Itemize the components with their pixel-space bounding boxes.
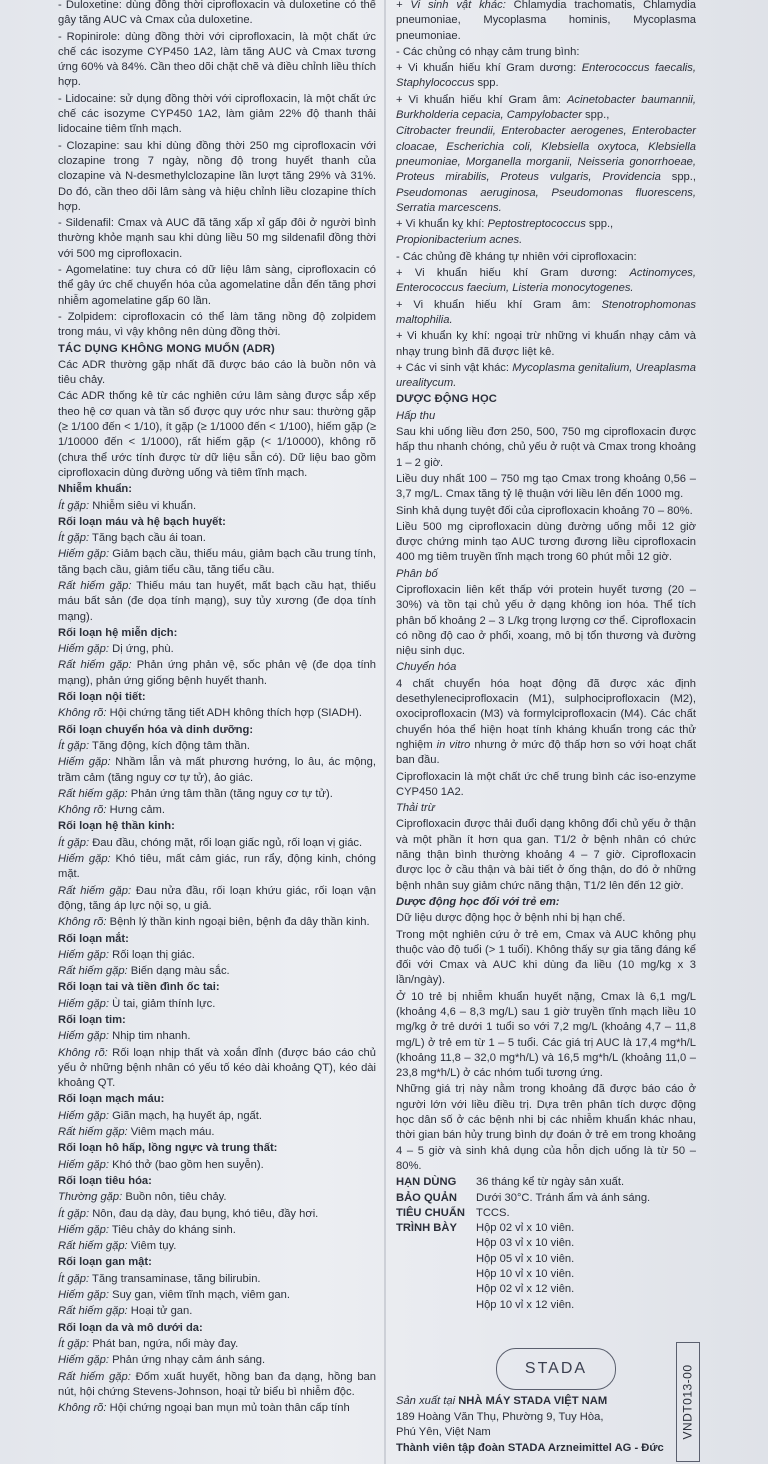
organism-group: 4 chất chuyển hóa hoạt động đã được xác định desethyleneciprofloxacin (M1), sulphociprofloxacin (M2), oxociprofloxacin (M3) và formylciprofloxacin (M4). Các chất chuyển hóa thể hiện hoạt tính kháng khuẩn trong các thử nghiệm bbox=[396, 677, 696, 751]
subsection-heading: Rối loạn nội tiết: bbox=[58, 691, 146, 704]
italic-text: Propionibacterium acnes. bbox=[396, 234, 523, 247]
frequency-label: Không rõ: bbox=[58, 1046, 108, 1059]
organism-suffix: spp., bbox=[660, 171, 696, 184]
organism-line bbox=[396, 361, 696, 392]
frequency-label: Không rõ: bbox=[58, 1402, 107, 1415]
organism-line bbox=[396, 124, 696, 216]
frequency-text: Tăng động, kích động tâm thần. bbox=[89, 739, 250, 752]
italic-text: Phân bố bbox=[396, 567, 438, 580]
frequency-line bbox=[58, 739, 376, 754]
organism-line bbox=[396, 93, 696, 124]
subsection-heading: Rối loạn hô hấp, lồng ngực và trung thất: bbox=[58, 1142, 278, 1155]
frequency-text: Phát ban, ngứa, nổi mày đay. bbox=[89, 1337, 239, 1350]
spec-value: Hộp 02 vỉ x 10 viên. bbox=[476, 1222, 575, 1235]
frequency-label: Rất hiếm gặp: bbox=[58, 1370, 131, 1383]
frequency-line bbox=[58, 1029, 376, 1044]
frequency-line bbox=[58, 948, 376, 963]
paragraph: Ciprofloxacin là một chất ức chế trung bình các iso-enzyme CYP450 1A2. bbox=[396, 770, 696, 798]
fold-line bbox=[384, 0, 386, 1464]
spec-label: TIÊU CHUẨN bbox=[396, 1206, 465, 1219]
frequency-line bbox=[58, 1223, 376, 1238]
frequency-text: Phản ứng nhạy cảm ánh sáng. bbox=[109, 1354, 266, 1367]
frequency-label: Ít gặp: bbox=[58, 739, 90, 752]
product-specs bbox=[396, 1175, 696, 1236]
subsection-heading: Rối loạn mắt: bbox=[58, 932, 129, 945]
organism-suffix: nhưng ở mức độ thấp hơn so với hoạt chất ban đầu. bbox=[396, 738, 696, 767]
frequency-line bbox=[58, 1337, 376, 1352]
frequency-text: Nhịp tim nhanh. bbox=[109, 1030, 191, 1043]
frequency-label: Hiếm gặp: bbox=[58, 948, 109, 961]
frequency-label: Rất hiếm gặp: bbox=[58, 884, 132, 897]
frequency-text: Biến dạng màu sắc. bbox=[127, 965, 230, 978]
frequency-line bbox=[58, 1109, 376, 1124]
paragraph: Liều duy nhất 100 – 750 mg tạo Cmax trong khoảng 0,56 – 3,7 mg/L. Cmax tăng tỷ lệ thuận với liều lên đến 1000 mg. bbox=[396, 472, 696, 501]
frequency-line bbox=[58, 547, 376, 578]
subsection-heading: Rối loạn tim: bbox=[58, 1014, 126, 1026]
italic-text: Chuyển hóa bbox=[396, 661, 457, 674]
bold-italic-heading: Dược động học đối với trẻ em: bbox=[396, 895, 560, 908]
frequency-text: Ù tai, giảm thính lực. bbox=[109, 997, 216, 1010]
paragraph: - Lidocaine: sử dụng đồng thời với ciprofloxacin, là một chất ức chế các isozyme CYP450 1A2, làm giảm 22% độ thanh thải lidocaine tiêm tĩnh mạch. bbox=[58, 92, 376, 136]
document-code bbox=[676, 1342, 700, 1462]
paragraph: - Agomelatine: tuy chưa có dữ liệu lâm sàng, ciprofloxacin có thể gây ức chế chuyển hóa của agomelatine dẫn đến tăng phơi nhiễm agomelatine gấp 60 lần. bbox=[58, 264, 376, 307]
organism-line bbox=[396, 61, 696, 92]
frequency-line bbox=[58, 803, 376, 818]
paragraph: - Sildenafil: Cmax và AUC đã tăng xấp xỉ gấp đôi ở người bình thường khỏe mạnh sau khi dùng liều 50 mg sildenafil đồng thời với 500 mg ciprofloxacin. bbox=[58, 217, 376, 260]
frequency-line bbox=[58, 531, 376, 546]
organism-names: Pseudomonas aeruginosa, Pseudomonas fluorescens, Serratia marcescens. bbox=[396, 186, 696, 214]
frequency-label: Hiếm gặp: bbox=[58, 997, 109, 1010]
frequency-line bbox=[58, 1353, 376, 1368]
frequency-line bbox=[396, 0, 696, 44]
frequency-line bbox=[58, 964, 376, 979]
frequency-line bbox=[58, 1046, 376, 1092]
paragraph: - Các chủng có nhạy cảm trung bình: bbox=[396, 45, 580, 58]
paragraph: Sinh khả dụng tuyệt đối của ciprofloxacin khoảng 70 – 80%. bbox=[396, 504, 693, 517]
frequency-line bbox=[58, 852, 376, 883]
frequency-text: Hưng cảm. bbox=[106, 804, 165, 817]
pack-size: Hộp 03 vỉ x 10 viên. bbox=[476, 1237, 575, 1250]
frequency-text: Đau nửa đầu, rối loạn khứu giác, rối loạn vận động, tăng áp lực nội sọ, u giả. bbox=[58, 884, 376, 912]
frequency-line bbox=[58, 1239, 376, 1254]
subsection-heading: Nhiễm khuẩn: bbox=[58, 483, 132, 496]
organism-names: Stenotrophomonas maltophilia. bbox=[396, 298, 696, 326]
organism-line bbox=[396, 266, 696, 297]
paragraph: - Zolpidem: ciprofloxacin có thể làm tăng nồng độ zolpidem trong máu, vì vậy không nên dùng đồng thời. bbox=[58, 310, 376, 339]
mfr-address-2: Phú Yên, Việt Nam bbox=[396, 1426, 491, 1439]
frequency-line bbox=[58, 1304, 376, 1319]
mfr-name: NHÀ MÁY STADA VIỆT NAM bbox=[458, 1395, 608, 1407]
frequency-label: Hiếm gặp: bbox=[58, 1109, 109, 1122]
frequency-text: Nôn, đau dạ dày, đau bụng, khó tiêu, đầy hơi. bbox=[89, 1207, 319, 1220]
subsection-heading: Rối loạn hệ miễn dịch: bbox=[58, 626, 178, 639]
frequency-label: Hiếm gặp: bbox=[58, 756, 111, 769]
frequency-text: Đau đầu, chóng mặt, rối loạn giấc ngủ, rối loạn vị giác. bbox=[89, 836, 363, 849]
frequency-text: Giãn mạch, hạ huyết áp, ngất. bbox=[109, 1109, 262, 1122]
frequency-label: + Vi sinh vật khác: bbox=[396, 0, 506, 11]
frequency-label: Rất hiếm gặp: bbox=[58, 1240, 128, 1253]
frequency-label: Ít gặp: bbox=[58, 1207, 90, 1220]
section-heading: DƯỢC ĐỘNG HỌC bbox=[396, 393, 497, 406]
organism-suffix: spp., bbox=[585, 218, 614, 231]
paragraph: Liều 500 mg ciprofloxacin dùng đường uống mỗi 12 giờ được chứng minh tạo AUC tương đương liều ciprofloxacin 400 mg tiêm truyền tĩnh mạch trong 60 phút mỗi 12 giờ. bbox=[396, 520, 696, 564]
spec-row bbox=[396, 1191, 696, 1206]
spec-value: TCCS. bbox=[476, 1206, 510, 1219]
frequency-label: Hiếm gặp: bbox=[58, 1030, 109, 1043]
manufacturer-block bbox=[396, 1394, 696, 1456]
frequency-text: Tiêu chảy do kháng sinh. bbox=[109, 1223, 236, 1236]
frequency-label: Hiếm gặp: bbox=[58, 1354, 109, 1367]
paragraph: Ciprofloxacin liên kết thấp với protein huyết tương (20 – 30%) và tồn tại chủ yếu ở dạng không ion hóa. Thể tích phân bố khoảng 2 – 3 L/kg trọng lượng cơ thể. Ciprofloxacin có nồng độ cao ở phổi, xoang, mô bị tổn thương và đường niệu sinh dục. bbox=[396, 583, 696, 658]
frequency-line bbox=[58, 1272, 376, 1287]
frequency-line bbox=[58, 884, 376, 915]
pack-size: Hộp 02 vỉ x 12 viên. bbox=[476, 1283, 575, 1296]
frequency-label: Rất hiếm gặp: bbox=[58, 659, 132, 672]
organism-line bbox=[396, 677, 696, 769]
organism-group: + Vi khuẩn hiếu khí Gram âm: bbox=[396, 298, 602, 311]
frequency-line bbox=[58, 706, 376, 721]
logo-text: STADA bbox=[524, 1360, 588, 1377]
spec-value: Dưới 30°C. Tránh ẩm và ánh sáng. bbox=[476, 1191, 651, 1204]
organism-names: Citrobacter freundii, Enterobacter aerogenes, Enterobacter cloacae, Escherichia coli, Klebsiella oxytoca, Klebsiella pneumoniae, Morganella morganii, Neisseria gonorrhoeae, Proteus mirabilis, Proteus vulgaris, Providencia bbox=[396, 125, 696, 184]
frequency-text: Nhiễm siêu vi khuẩn. bbox=[89, 499, 197, 512]
organism-line bbox=[396, 217, 696, 232]
frequency-label: Rất hiếm gặp: bbox=[58, 965, 128, 978]
spec-label: TRÌNH BÀY bbox=[396, 1222, 457, 1235]
paragraph: Ciprofloxacin được thải đuổi dạng không đổi chủ yếu ở thận và một phần ít hơn qua gan. T1/2 ở bệnh nhân có chức năng thận bình thường khoảng 4 – 7 giờ. Ciprofloxacin được lọc ở cầu thận và bài tiết ở ống thận, do đó ở những bệnh nhân suy giảm chức năng thận, T1/2 lên đến 12 giờ. bbox=[396, 818, 696, 892]
frequency-label: Hiếm gặp: bbox=[58, 548, 110, 561]
paragraph: Các ADR thường gặp nhất đã được báo cáo là buồn nôn và tiêu chảy. bbox=[58, 358, 376, 387]
frequency-line bbox=[58, 915, 376, 930]
paragraph: Những giá trị này nằm trong khoảng đã được báo cáo ở người lớn với liều điều trị. Dựa trên phân tích dược động học dân số ở các bệnh nhi bị các nhiễm khuẩn khác nhau, thời gian bán hủy trung bình dự đoán ở trẻ em trong khoảng 4 – 5 giờ và sinh khả dụng của hỗn dịch uống là từ 50 – 80%. bbox=[396, 1083, 696, 1172]
frequency-line bbox=[58, 1207, 376, 1222]
frequency-line bbox=[58, 1125, 376, 1140]
spec-row bbox=[396, 1206, 696, 1221]
subsection-heading: Rối loạn mạch máu: bbox=[58, 1093, 165, 1106]
pack-size: Hộp 10 vỉ x 10 viên. bbox=[476, 1268, 575, 1281]
frequency-text: Chlamydia trachomatis, Chlamydia pneumoniae, Mycoplasma hominis, Mycoplasma pneumoniae. bbox=[396, 0, 696, 42]
paragraph: Sau khi uống liều đơn 250, 500, 750 mg ciprofloxacin được hấp thu nhanh chóng, chủ yếu ở ruột và Cmax trong khoảng 1 – 2 giờ. bbox=[396, 426, 696, 469]
mfr-member: Thành viên tập đoàn STADA Arzneimittel AG - Đức bbox=[396, 1441, 664, 1454]
frequency-label: Hiếm gặp: bbox=[58, 1223, 109, 1236]
organism-names: Actinomyces, Enterococcus faecium, Listeria monocytogenes. bbox=[396, 267, 696, 295]
frequency-label: Ít gặp: bbox=[58, 1337, 90, 1350]
frequency-text: Dị ứng, phù. bbox=[109, 643, 174, 656]
frequency-text: Tăng bạch cầu ái toan. bbox=[89, 532, 206, 545]
organism-names: Mycoplasma genitalium, Ureaplasma urealitycum. bbox=[396, 361, 696, 390]
left-column bbox=[58, 0, 376, 1417]
frequency-line bbox=[58, 1288, 376, 1303]
frequency-line bbox=[58, 787, 376, 802]
paragraph: - Clozapine: sau khi dùng đồng thời 250 mg ciprofloxacin với clozapine trong 7 ngày, nồng độ trong huyết thanh của clozapine và N-desmethylclozapine lần lượt tăng 29% và 31%. Do đó, cần theo dõi lâm sàng và hiệu chỉnh liều clozapine thích hợp. bbox=[58, 139, 376, 213]
paragraph: Ở 10 trẻ bị nhiễm khuẩn huyết nặng, Cmax là 6,1 mg/L (khoảng 4,6 – 8,3 mg/L) sau 1 giờ truyền tĩnh mạch liều 10 mg/kg ở trẻ dưới 1 tuổi so với 7,2 mg/L (khoảng 4,7 – 11,8 mg/L) ở trẻ em từ 1 – 5 tuổi. Các giá trị AUC là 17,4 mg*h/L (khoảng 11,8 – 32,0 mg*h/L) và 16,5 mg*h/L (khoảng 11,0 – 23,8 mg*h/L) ở các nhóm tuổi tương ứng. bbox=[396, 990, 696, 1080]
frequency-line bbox=[58, 499, 376, 514]
paragraph: Dữ liệu dược động học ở bệnh nhi bị hạn chế. bbox=[396, 912, 626, 925]
frequency-text: Viêm tụy. bbox=[127, 1240, 177, 1253]
subsection-heading: Rối loạn da và mô dưới da: bbox=[58, 1321, 203, 1334]
frequency-line bbox=[58, 579, 376, 625]
organism-group: + Các vi sinh vật khác: bbox=[396, 361, 513, 374]
frequency-text: Khó tiêu, mất cảm giác, run rẩy, động kinh, chóng mặt. bbox=[58, 853, 376, 881]
frequency-label: Hiếm gặp: bbox=[58, 643, 109, 656]
organism-line bbox=[396, 298, 696, 329]
frequency-label: Thường gặp: bbox=[58, 1191, 123, 1204]
subsection-heading: Rối loạn chuyển hóa và dinh dưỡng: bbox=[58, 723, 254, 736]
frequency-text: Phản ứng tâm thần (tăng nguy cơ tự tử). bbox=[127, 787, 333, 800]
paragraph: Các ADR thống kê từ các nghiên cứu lâm sàng được sắp xếp theo hệ cơ quan và tần số được quy ước như sau: thường gặp (≥ 1/100 đến < 1/10), ít gặp (≥ 1/1000 đến < 1/100), hiếm gặp (≥ 1/10000 đến < 1/1000), rất hiếm gặp (< 1/10000), không rõ (chưa thể ước tính được từ dữ liệu sẵn có). Dữ liệu bao gồm ciprofloxacin dùng đường uống và tiêm tĩnh mạch. bbox=[58, 390, 376, 479]
spec-row bbox=[396, 1221, 696, 1236]
frequency-label: Không rõ: bbox=[58, 916, 107, 929]
italic-text: Thải trừ bbox=[396, 802, 435, 815]
frequency-label: Ít gặp: bbox=[58, 532, 90, 545]
frequency-text: Buồn nôn, tiêu chảy. bbox=[122, 1191, 227, 1204]
organism-group: + Vi khuẩn hiếu khí Gram âm: bbox=[396, 93, 567, 106]
spec-row bbox=[396, 1175, 696, 1190]
frequency-text: Hội chứng ngoại ban mụn mủ toàn thân cấp tính bbox=[106, 1402, 350, 1415]
frequency-label: Hiếm gặp: bbox=[58, 1158, 109, 1171]
mfr-label: Sản xuất tại bbox=[396, 1395, 459, 1407]
frequency-text: Khó thở (bao gồm hen suyễn). bbox=[109, 1158, 264, 1171]
subsection-heading: Rối loạn máu và hệ bạch huyết: bbox=[58, 515, 226, 528]
frequency-line bbox=[58, 642, 376, 657]
organism-group: + Vi khuẩn kỵ khí: bbox=[396, 218, 488, 231]
frequency-text: Bệnh lý thần kinh ngoại biên, bệnh đa dây thần kinh. bbox=[106, 916, 370, 929]
frequency-label: Ít gặp: bbox=[58, 499, 90, 512]
subsection-heading: Rối loạn tiêu hóa: bbox=[58, 1174, 152, 1187]
paragraph: Trong một nghiên cứu ở trẻ em, Cmax và AUC không phụ thuộc vào độ tuổi (> 1 tuổi). Không thấy sự gia tăng đáng kể đối với Cmax và AUC khi dùng đa liều (10 mg/kg x 3 lần/ngày). bbox=[396, 928, 696, 987]
frequency-text: Hoại tử gan. bbox=[127, 1305, 193, 1318]
frequency-text: Giảm bạch cầu, thiếu máu, giảm bạch cầu trung tính, tăng bạch cầu, giảm tiểu cầu, tăng tiểu cầu. bbox=[58, 548, 376, 576]
frequency-label: Ít gặp: bbox=[58, 836, 90, 849]
frequency-line bbox=[58, 1401, 376, 1416]
organism-suffix: spp. bbox=[474, 77, 499, 90]
pack-sizes bbox=[396, 1236, 696, 1312]
organism-names: Acinetobacter baumannii, Burkholderia cepacia, Campylobacter bbox=[396, 93, 697, 122]
organism-group: + Vi khuẩn hiếu khí Gram dương: bbox=[396, 267, 630, 280]
organism-suffix: spp., bbox=[581, 109, 610, 122]
organism-names: Peptostreptococcus bbox=[487, 218, 586, 231]
frequency-line bbox=[58, 1190, 376, 1205]
organism-names: in vitro bbox=[436, 738, 471, 751]
subsection-heading: Rối loạn gan mật: bbox=[58, 1256, 152, 1269]
paragraph: - Các chủng đề kháng tự nhiên với ciprofloxacin: bbox=[396, 250, 637, 263]
spec-label: HẠN DÙNG bbox=[396, 1176, 457, 1189]
frequency-text: Tăng transaminase, tăng bilirubin. bbox=[89, 1272, 261, 1285]
spec-value: 36 tháng kể từ ngày sản xuất. bbox=[476, 1176, 625, 1189]
subsection-heading: Rối loạn hệ thần kinh: bbox=[58, 820, 175, 833]
frequency-label: Rất hiếm gặp: bbox=[58, 787, 128, 800]
organism-names: Enterococcus faecalis, Staphylococcus bbox=[396, 62, 696, 90]
frequency-label: Hiếm gặp: bbox=[58, 1289, 109, 1302]
frequency-label: Ít gặp: bbox=[58, 1272, 90, 1285]
frequency-label: Rất hiếm gặp: bbox=[58, 579, 132, 592]
paragraph: - Ropinirole: dùng đồng thời với ciprofloxacin, là một chất ức chế các isozyme CYP450 1A2, làm tăng AUC và Cmax tương ứng 60% và 84%. Cần theo dõi chặt chẽ và điều chỉnh liều thích hợp. bbox=[58, 30, 376, 89]
pack-size: Hộp 05 vỉ x 10 viên. bbox=[476, 1252, 575, 1265]
pack-size: Hộp 10 vỉ x 12 viên. bbox=[476, 1298, 575, 1311]
frequency-text: Viêm mạch máu. bbox=[127, 1126, 215, 1139]
spec-label: BẢO QUẢN bbox=[396, 1191, 457, 1204]
stada-logo bbox=[496, 1348, 616, 1390]
frequency-text: Phản ứng phản vệ, sốc phản vệ (đe dọa tính mạng), phản ứng giống bệnh huyết thanh. bbox=[58, 659, 376, 687]
document-code-text: VNDT013-00 bbox=[681, 1364, 695, 1440]
frequency-label: Hiếm gặp: bbox=[58, 853, 111, 866]
italic-text: Hấp thu bbox=[396, 409, 436, 422]
paragraph: - Duloxetine: dùng đồng thời ciprofloxacin và duloxetine có thể gây tăng AUC và Cmax của duloxetine. bbox=[58, 0, 376, 27]
frequency-label: Rất hiếm gặp: bbox=[58, 1126, 128, 1139]
frequency-line bbox=[58, 836, 376, 851]
mfr-address-1: 189 Hoàng Văn Thụ, Phường 9, Tuy Hòa, bbox=[396, 1410, 604, 1423]
frequency-line bbox=[58, 1158, 376, 1173]
frequency-label: Rất hiếm gặp: bbox=[58, 1305, 128, 1318]
frequency-text: Rối loạn thị giác. bbox=[109, 948, 195, 961]
section-heading: TÁC DỤNG KHÔNG MONG MUỐN (ADR) bbox=[58, 342, 275, 355]
frequency-text: Hội chứng tăng tiết ADH không thích hợp (SIADH). bbox=[106, 707, 362, 720]
subsection-heading: Rối loạn tai và tiền đình ốc tai: bbox=[58, 981, 220, 994]
frequency-line bbox=[58, 755, 376, 786]
organism-group: + Vi khuẩn hiếu khí Gram dương: bbox=[396, 62, 582, 75]
frequency-text: Suy gan, viêm tĩnh mạch, viêm gan. bbox=[109, 1289, 290, 1302]
frequency-line bbox=[58, 1370, 376, 1401]
frequency-line bbox=[58, 997, 376, 1012]
frequency-text: Đốm xuất huyết, hồng ban đa dạng, hồng ban nút, hội chứng Stevens-Johnson, hoại tử biểu bì nhiễm độc. bbox=[58, 1370, 377, 1398]
frequency-text: Thiếu máu tan huyết, mất bạch cầu hạt, thiếu máu bất sản (đe dọa tính mạng), suy tủy xương (đe dọa tính mạng). bbox=[58, 579, 376, 623]
paragraph: + Vi khuẩn kỵ khí: ngoại trừ những vi khuẩn nhạy cảm và nhạy trung bình đã được liệt kê. bbox=[396, 330, 696, 358]
frequency-text: Rối loạn nhịp thất và xoắn đỉnh (được báo cáo chủ yếu ở những bệnh nhân có yếu tố kéo dài khoảng QT), kéo dài khoảng QT. bbox=[58, 1046, 376, 1090]
frequency-label: Không rõ: bbox=[58, 707, 107, 720]
frequency-line bbox=[58, 658, 376, 689]
frequency-label: Không rõ: bbox=[58, 804, 107, 817]
frequency-text: Nhầm lẫn và mất phương hướng, lo âu, ác mộng, trầm cảm (tăng nguy cơ tự tử), ảo giác. bbox=[58, 756, 376, 784]
right-column bbox=[396, 0, 696, 1313]
